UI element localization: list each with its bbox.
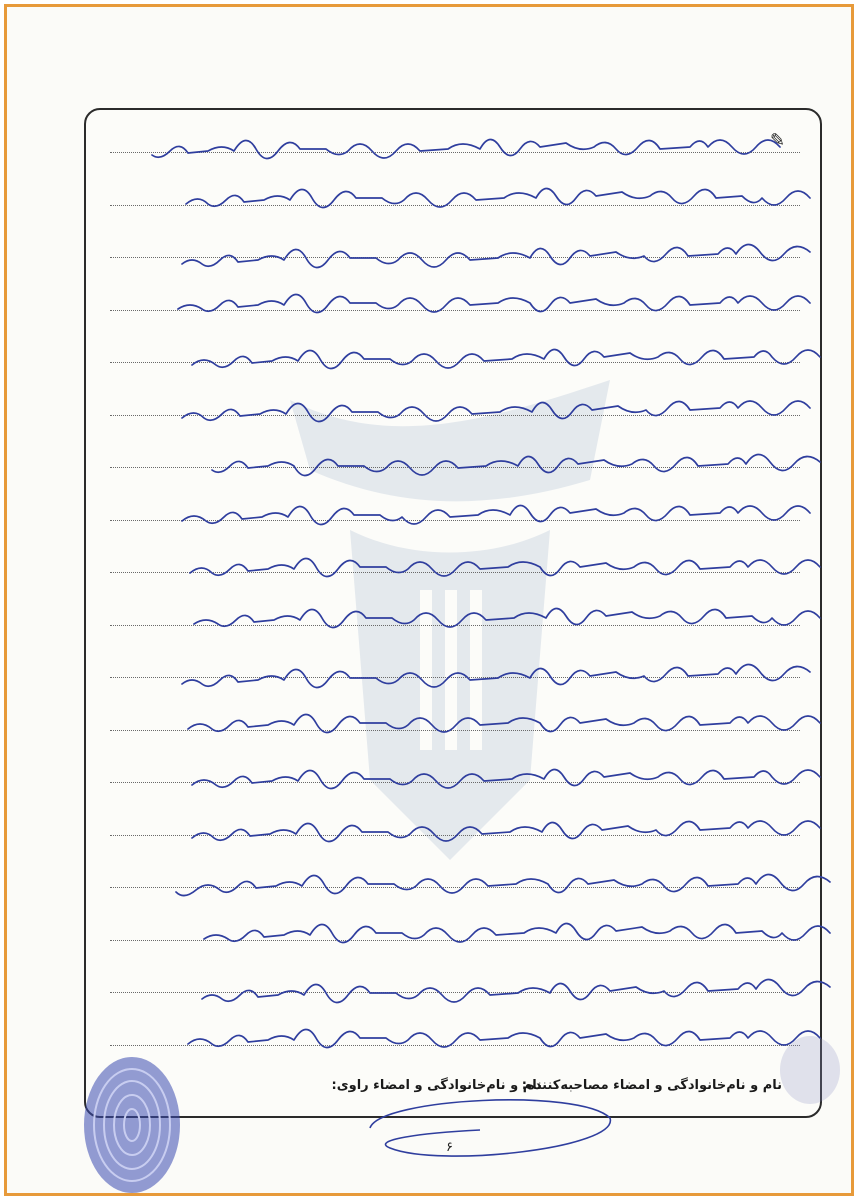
pen-icon: ✎ bbox=[770, 130, 786, 151]
ruled-line bbox=[110, 152, 800, 153]
writing-box bbox=[84, 108, 822, 1118]
ruled-line bbox=[110, 677, 800, 678]
ruled-line bbox=[110, 782, 800, 783]
ruled-line bbox=[110, 887, 800, 888]
ruled-line bbox=[110, 310, 800, 311]
ruled-line bbox=[110, 257, 800, 258]
interviewer-signature-label: نام و نام‌خانوادگی و امضاء مصاحبه‌کننده: bbox=[521, 1078, 782, 1093]
ruled-line bbox=[110, 835, 800, 836]
ruled-line bbox=[110, 467, 800, 468]
ruled-line bbox=[110, 992, 800, 993]
fingerprint-mark bbox=[760, 1030, 840, 1110]
ruled-line bbox=[110, 205, 800, 206]
ruled-line bbox=[110, 572, 800, 573]
page-number: ۶ bbox=[446, 1140, 453, 1155]
narrator-signature-label: نام و نام‌خانوادگی و امضاء راوی: bbox=[331, 1078, 542, 1093]
ruled-line bbox=[110, 940, 800, 941]
ruled-line bbox=[110, 520, 800, 521]
ruled-line bbox=[110, 415, 800, 416]
ruled-line bbox=[110, 362, 800, 363]
ruled-line bbox=[110, 1045, 800, 1046]
ruled-line bbox=[110, 730, 800, 731]
ruled-line bbox=[110, 625, 800, 626]
